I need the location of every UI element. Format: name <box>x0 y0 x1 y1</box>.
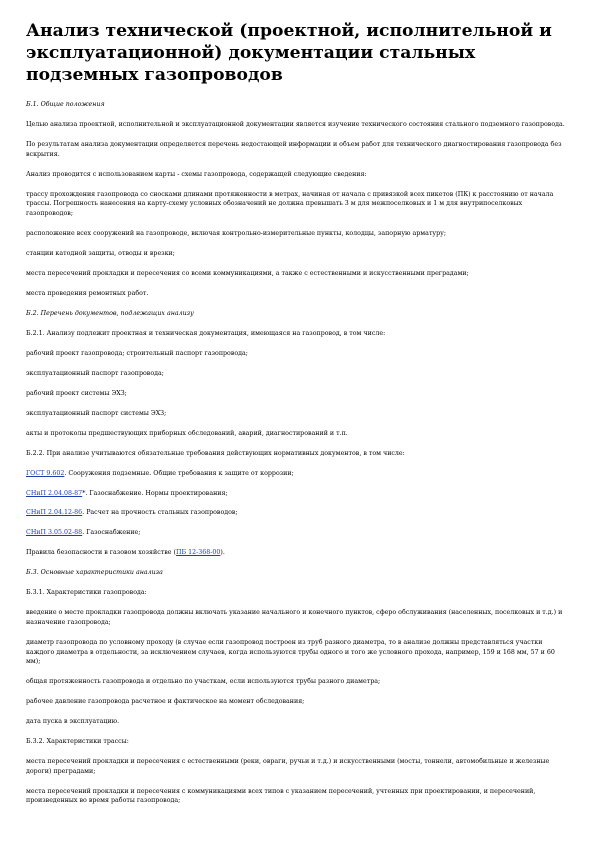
paragraph: трассу прохождения газопровода со сносками длинами протяженности в метрах, начиная от начала с привязкой всех пикетов (ПК) к расстоянию от начала трассы. Погрешность нанесения на карту-схему условных обозначений не должна превышать 3 м для межпоселковых и 1 м для внутрипоселковых газопроводов; <box>26 190 554 217</box>
paragraph: рабочий проект системы ЭХЗ; <box>26 389 127 397</box>
reference-paragraph <box>26 489 569 499</box>
document-link[interactable]: ГОСТ 9.602 <box>26 469 65 477</box>
reference-text: Правила безопасности в газовом хозяйстве ( <box>26 549 176 557</box>
paragraph: Б.3.2. Характеристики трассы: <box>26 738 129 746</box>
paragraph: дата пуска в эксплуатацию. <box>26 718 120 726</box>
document-link[interactable]: ПБ 12-368-00 <box>175 549 221 557</box>
reference-paragraph <box>26 508 569 518</box>
paragraph: рабочее давление газопровода расчетное и фактическое на момент обследования; <box>26 698 305 706</box>
document-body <box>26 100 569 806</box>
paragraph: места пересечений прокладки и пересечения со всеми коммуникациями, а также с естественными и искусственными преградами; <box>26 269 469 277</box>
reference-text: ). <box>220 549 225 557</box>
section-heading: Б.1. Общие положения <box>26 101 105 108</box>
paragraph: Б.3.1. Характеристики газопровода: <box>26 589 147 597</box>
paragraph: рабочий проект газопровода; строительный паспорт газопровода; <box>26 349 248 357</box>
paragraph: Б.2.1. Анализу подлежит проектная и техническая документация, имеющаяся на газопровод, в том числе: <box>26 329 386 337</box>
paragraph: Б.2.2. При анализе учитываются обязательные требования действующих нормативных документов, в том числе: <box>26 449 405 457</box>
paragraph: места проведения ремонтных работ. <box>26 289 149 297</box>
paragraph: акты и протоколы предшествующих приборных обследований, аварий, диагностирований и т.п. <box>26 429 348 437</box>
paragraph: места пересечений прокладки и пересечения с естественными (реки, овраги, ручьи и т.д.) и искусственными (мосты, тоннели, автомобильные и железные дороги) преградами; <box>26 758 550 775</box>
page-title: Анализ технической (проектной, исполнительной и эксплуатационной) документации стальных подземных газопроводов <box>26 21 552 85</box>
paragraph: введение о месте прокладки газопровода должны включать указание начального и конечного пунктов, сферо обслуживания (населенных, поселковых и т.д.) и назначение газопровода; <box>26 609 563 626</box>
section-heading: Б.3. Основные характеристики анализа <box>26 569 163 577</box>
paragraph: эксплуатационный паспорт системы ЭХЗ; <box>26 409 167 417</box>
reference-text: *. Газоснабжение. Нормы проектирования; <box>82 489 228 497</box>
paragraph: Целью анализа проектной, исполнительной и эксплуатационной документации является изучение технического состояния стального подземного газопровода. <box>26 120 565 128</box>
reference-paragraph <box>26 528 569 538</box>
paragraph: общая протяженность газопровода и отдельно по участкам, если используются трубы разного диаметра; <box>26 678 381 686</box>
document-link[interactable]: СНиП 2.04.12-86 <box>26 509 83 517</box>
paragraph: расположение всех сооружений на газопроводе, включая контрольно-измерительные пункты, колодцы, запорную арматуру; <box>26 229 446 237</box>
document-link[interactable]: СНиП 3.05.02-88 <box>26 529 83 537</box>
reference-paragraph <box>26 469 569 479</box>
paragraph: места пересечений прокладки и пересечения с коммуникациями всех типов с указанием пересечений, учтенных при проектировании, и пересечений, произведенных во время работы газопровода; <box>26 787 536 805</box>
document-link[interactable]: СНиП 2.04.08-87 <box>26 489 83 497</box>
reference-text: . Сооружения подземные. Общие требования к защите от коррозии; <box>64 469 294 477</box>
paragraph: станции катодной защиты, отводы и врезки; <box>26 249 175 257</box>
paragraph: По результатам анализа документации определяется перечень недостающей информации и объем работ для технического диагностирования газопровода без вскрытия. <box>26 140 562 158</box>
paragraph: эксплуатационный паспорт газопровода; <box>26 369 164 377</box>
reference-paragraph <box>26 548 569 558</box>
reference-text: . Расчет на прочность стальных газопроводов; <box>82 509 238 517</box>
paragraph: Анализ проводится с использованием карты - схемы газопровода, содержащей следующие сведения: <box>26 170 367 178</box>
section-heading: Б.2. Перечень документов, подлежащих анализу <box>26 309 194 317</box>
paragraph: диаметр газопровода по условному проходу (в случае если газопровод построен из труб разного диаметра, то в анализе должны представляться участки каждого диаметра в отдельности, за исключением случаев, когда используются трубы одного и того же условного прохода, например, 159 и 168 мм, 57 и 60 мм); <box>26 638 555 666</box>
reference-text: . Газоснабжение; <box>82 529 141 537</box>
